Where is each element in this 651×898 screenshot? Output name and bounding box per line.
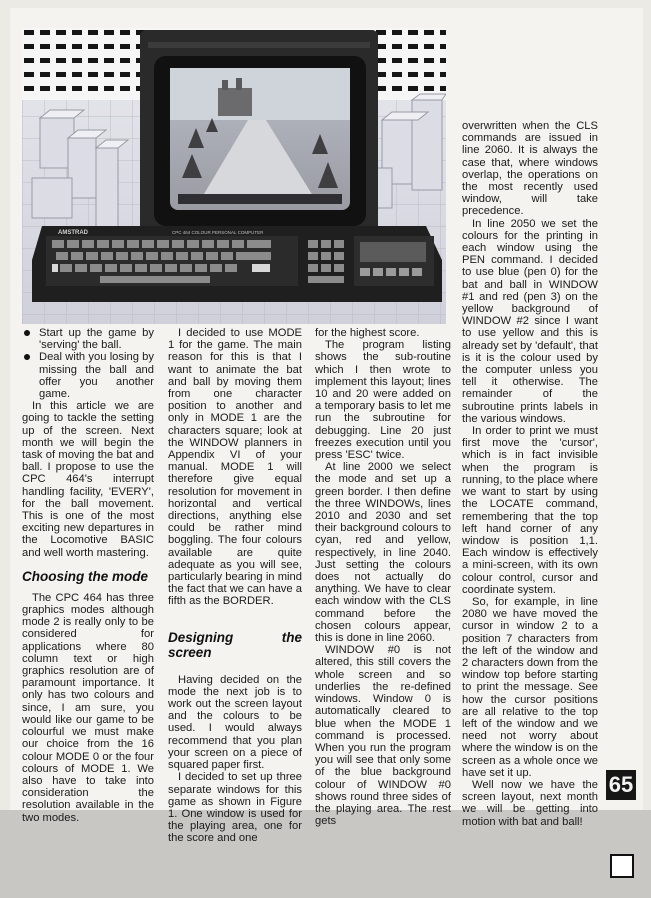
computer-photo [22,28,446,324]
screen-paragraph-2: I decided to set up three separate windows for this game as shown in Figure 1. One window is used for the playing area, one for the score and one [168,771,302,845]
corner-square [610,854,634,878]
section-heading-mode: Choosing the mode [22,568,148,584]
line-2000-paragraph: At line 2000 we select the mode and set up a green border. I then define the three WINDOWs, lines 2010 and 2030 and set their background colours to cyan, red and yellow, respectively, in line 2040. Just setting the colours does not actually do anything. We have to clear each window with the CLS command before the chosen colours appear, this is done in line 2060. [315,461,451,645]
pen-paragraph: In line 2050 we set the colours for the printing in each window using the PEN command. I decided to use blue (pen 0) for the bat and ball in WINDOW #1 and red (pen 3) on the yellow background of WINDOW #2 since I want to use yellow and this is already set by 'default', that is it is the colour used by the computer unless you tell it otherwise. The remainder of the subroutine prints labels in the various windows. [462,217,598,425]
bullet-item-serve: Start up the game by 'serving' the ball. [39,327,154,352]
example-paragraph: So, for example, in line 2080 we have moved the cursor in window 2 to a position 7 characters from the left of the window and 2 characters down from the window top before starting to print the message. See how the cursor positions are all relative to the top left of the window and we need not worry about where the window is on the screen as a whole once we have set it up. [462,595,598,779]
overwrite-paragraph: overwritten when the CLS commands are issued in line 2060. It is always the case that, where windows overlap, the operations on the most recently used window, will take precedence. [462,120,598,218]
article-column-3 [315,327,451,827]
article-column-1 [22,327,154,824]
model-label-text: CPC 464 COLOUR PERSONAL COMPUTER [172,230,264,235]
section-heading-screen: Designing the screen [168,629,302,660]
article-column-4 [462,120,598,828]
bullet-item-lose: Deal with you losing by missing the ball and offer you another game. [39,351,154,401]
locate-paragraph: In order to print we must first move the 'cursor', which is in fact invisible when the program is running, to the place where we want to start by using the LOCATE command, remembering that the top left hand corner of any window is position 1,1. Each window is effectively a mini-screen, with its own colour control, cursor and coordinate system. [462,425,598,596]
listing-paragraph: The program listing shows the sub-routine which I then wrote to implement this layout; lines 10 and 20 were added on a temporary basis to let me run the subroutine for debugging. Line 20 just freezes execution until you press 'ESC' twice. [315,339,451,462]
keyboard-brand-text: AMSTRAD [58,230,88,236]
score-line: for the highest score. [315,327,420,339]
feature-bullet-list [22,327,154,400]
screen-paragraph-1: Having decided on the mode the next job is to work out the screen layout and the colours to be used. I would always recommend that you plan your screen on a piece of squared paper first. [168,673,302,772]
closing-paragraph: Well now we have the screen layout, next month we will be getting into motion with bat and ball! [462,778,598,828]
window0-paragraph: WINDOW #0 is not altered, this still covers the whole screen and so underlies the re-defined windows. Window 0 is automatically cleared to blue when the MODE 1 command is processed. When you run the program you will see that only some of the blue background colour of WINDOW #0 shows round three sides of the playing area. The rest gets [315,644,451,828]
article-column-2 [168,327,302,845]
mode1-paragraph: I decided to use MODE 1 for the game. The main reason for this is that I want to animate the bat and ball by moving them from one character position to another and only in MODE 1 are the characters square; look at the WINDOW planners in Appendix VI of your manual. MODE 1 will therefore give equal resolution for movement in horizontal and vertical directions, anything else could be rather mind boggling. The four colours available are quite adequate as you will see, particularly bearing in mind the fact that we can have a fifth as the BORDER. [168,327,302,608]
page-number: 65 [606,770,636,800]
mode-paragraph: The CPC 464 has three graphics modes although mode 2 is really only to be considered for applications where 80 column text or high graphics resolution are of paramount importance. It only has two colours and since, I am sure, you would like our game to be colourful we must make our choice from the 16 colour MODE 0 or the four colours of MODE 1. We also have to take into consideration the resolution available in the two modes. [22,591,154,824]
intro-paragraph: In this article we are going to tackle the setting up of the screen. Next month we will begin the task of moving the bat and ball. I propose to use the CPC 464's interrupt handling facility, 'EVERY', for the ball movement. This is one of the most exciting new departures in the Locomotive BASIC and well worth mastering. [22,400,154,559]
